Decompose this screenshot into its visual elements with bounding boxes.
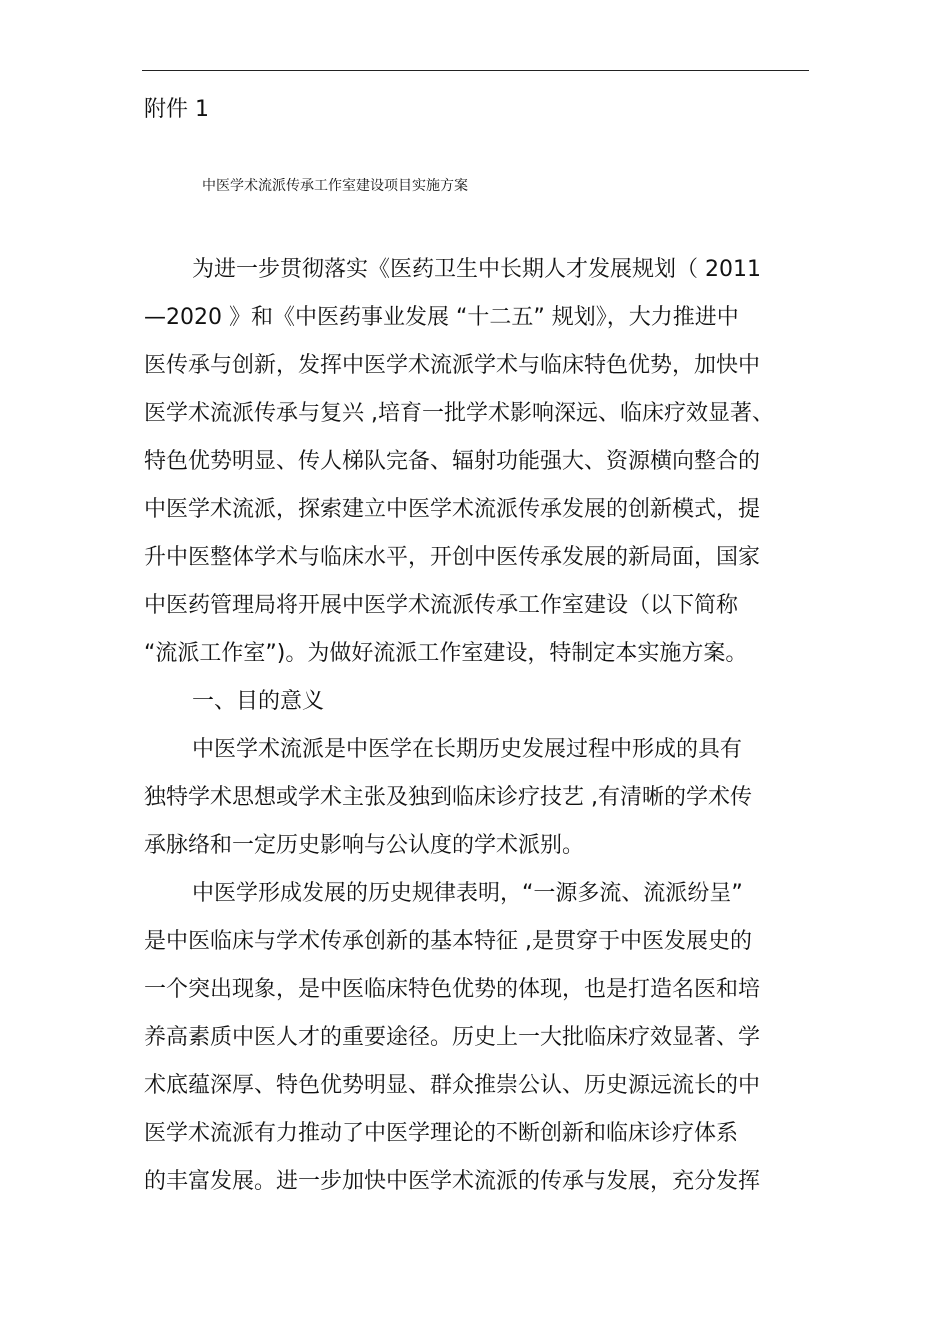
text-line: 中医学术流派，探索建立中医学术流派传承发展的创新模式，提: [144, 497, 761, 522]
text-line: 中医药管理局将开展中医学术流派传承工作室建设（以下简称: [144, 593, 739, 618]
text-line: 特色优势明显、传人梯队完备、辐射功能强大、资源横向整合的: [144, 449, 761, 474]
attachment-label: 附件 1: [144, 97, 209, 122]
text-line: 养高素质中医人才的重要途径。历史上一大批临床疗效显著、学: [144, 1025, 761, 1050]
text-line: “流派工作室”)。为做好流派工作室建设，特制定本实施方案。: [144, 641, 748, 666]
header-rule: [142, 70, 809, 71]
text-line: 一个突出现象，是中医临床特色优势的体现，也是打造名医和培: [144, 977, 761, 1002]
text-line: 医学术流派传承与复兴 ,培育一批学术影响深远、临床疗效显著、: [144, 401, 774, 426]
text-line: 术底蕴深厚、特色优势明显、群众推崇公认、历史源远流长的中: [144, 1073, 761, 1098]
text-line: 升中医整体学术与临床水平，开创中医传承发展的新局面，国家: [144, 545, 761, 570]
text-line: 为进一步贯彻落实《医药卫生中长期人才发展规划（ 2011: [192, 257, 761, 282]
text-line: 中医学术流派是中医学在长期历史发展过程中形成的具有: [192, 737, 743, 762]
text-line: 医传承与创新，发挥中医学术流派学术与临床特色优势，加快中: [144, 353, 761, 378]
text-line: 承脉络和一定历史影响与公认度的学术派别。: [144, 833, 585, 858]
text-line: 的丰富发展。进一步加快中医学术流派的传承与发展，充分发挥: [144, 1169, 761, 1194]
section-heading: 一、目的意义: [192, 689, 325, 714]
text-line: 中医学形成发展的历史规律表明，“一源多流、流派纷呈”: [192, 881, 743, 906]
document-title: 中医学术流派传承工作室建设项目实施方案: [202, 178, 468, 194]
text-line: 医学术流派有力推动了中医学理论的不断创新和临床诊疗体系: [144, 1121, 739, 1146]
text-line: —2020 》和《中医药事业发展 “十二五” 规划》，大力推进中: [144, 305, 739, 330]
text-line: 独特学术思想或学术主张及独到临床诊疗技艺 ,有清晰的学术传: [144, 785, 752, 810]
text-line: 是中医临床与学术传承创新的基本特征 ,是贯穿于中医发展史的: [144, 929, 752, 954]
